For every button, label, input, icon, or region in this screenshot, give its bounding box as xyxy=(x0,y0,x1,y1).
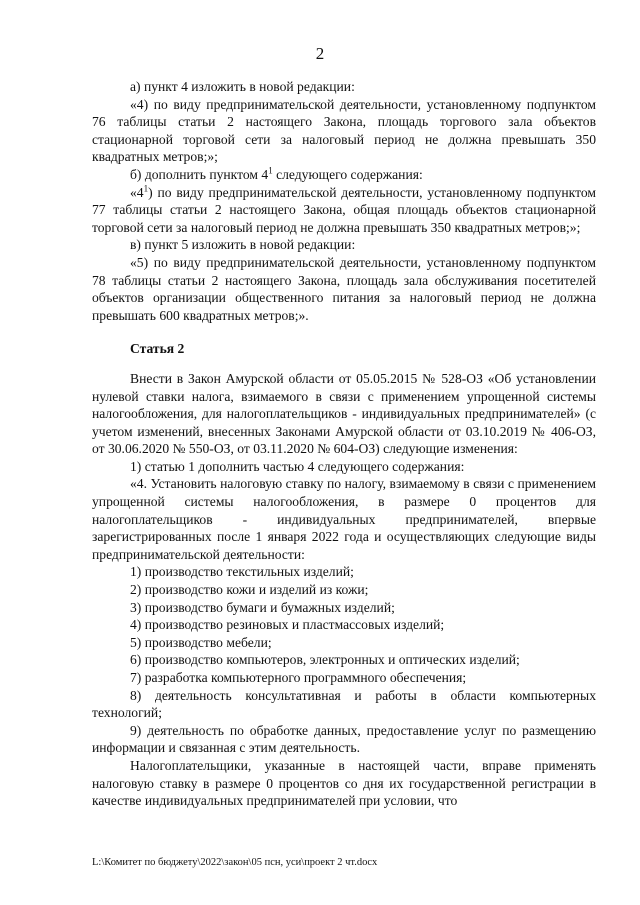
document-body xyxy=(92,78,596,810)
list-item: 9) деятельность по обработке данных, предоставление услуг по размещению информации и связанная с этим деятельность. xyxy=(92,722,596,756)
paragraph xyxy=(92,184,596,237)
list-item: 5) производство мебели; xyxy=(130,634,272,650)
paragraph: Внести в Закон Амурской области от 05.05.2015 № 528-ОЗ «Об установлении нулевой ставки налога, взимаемого в связи с применением упрощенной системы налогообложения, для налогоплательщиков - индивидуальных предпринимателей» (с учетом изменений, внесенных Законами Амурской области от 03.10.2019 № 406-ОЗ, от 30.06.2020 № 550-ОЗ, от 03.11.2020 № 604-ОЗ) следующие изменения: xyxy=(92,370,596,457)
superscript: 1 xyxy=(143,183,149,194)
footer-file-path: L:\Комитет по бюджету\2022\закон\05 псн, уси\проект 2 чт.docx xyxy=(92,857,378,868)
page-number: 2 xyxy=(315,44,325,63)
list-item: 8) деятельность консультативная и работы в области компьютерных технологий; xyxy=(92,687,596,721)
paragraph-text: б) дополнить пунктом 4 xyxy=(130,166,269,182)
paragraph: Налогоплательщики, указанные в настоящей части, вправе применять налоговую ставку в размере 0 процентов со дня их государственной регистрации в качестве индивидуальных предпринимателей при условии, что xyxy=(92,757,596,809)
paragraph: в) пункт 5 изложить в новой редакции: xyxy=(130,237,356,253)
paragraph-text: «4 xyxy=(130,184,144,200)
paragraph: 1) статью 1 дополнить частью 4 следующего содержания: xyxy=(130,458,465,474)
paragraph-text: следующего содержания: xyxy=(272,166,423,182)
paragraph-text: ) по виду предпринимательской деятельности, установленному подпунктом 77 таблицы статьи 2 настоящего Закона, общая площадь объектов стационарной торговой сети за налоговый период не должна превышать 350 квадратных метров;»; xyxy=(92,184,596,235)
paragraph: «5) по виду предпринимательской деятельности, установленному подпунктом 78 таблицы статьи 2 настоящего Закона, площадь зала обслуживания посетителей объектов организации общественного питания за налоговый период не должна превышать 600 квадратных метров;». xyxy=(92,254,596,323)
article-heading: Статья 2 xyxy=(130,341,185,357)
paragraph: а) пункт 4 изложить в новой редакции: xyxy=(130,79,355,94)
list-item: 1) производство текстильных изделий; xyxy=(130,564,354,580)
list-item: 6) производство компьютеров, электронных и оптических изделий; xyxy=(130,652,520,668)
paragraph: «4. Установить налоговую ставку по налогу, взимаемому в связи с применением упрощенной системы налогообложения, в размере 0 процентов для налогоплательщиков - индивидуальных предпринимателей, впервые зарегистрированных после 1 января 2022 года и осуществляющих следующие виды предпринимательской деятельности: xyxy=(92,476,596,562)
list-item: 2) производство кожи и изделий из кожи; xyxy=(130,582,369,598)
paragraph xyxy=(92,166,596,184)
paragraph: «4) по виду предпринимательской деятельности, установленному подпунктом 76 таблицы статьи 2 настоящего Закона, площадь торгового зала объектов стационарной торговой сети за налоговый период не должна превышать 350 квадратных метров;»; xyxy=(92,96,596,165)
superscript: 1 xyxy=(268,165,273,176)
list-item: 4) производство резиновых и пластмассовых изделий; xyxy=(130,617,445,633)
list-item: 7) разработка компьютерного программного обеспечения; xyxy=(130,670,467,685)
list-item: 3) производство бумаги и бумажных изделий; xyxy=(130,599,395,615)
